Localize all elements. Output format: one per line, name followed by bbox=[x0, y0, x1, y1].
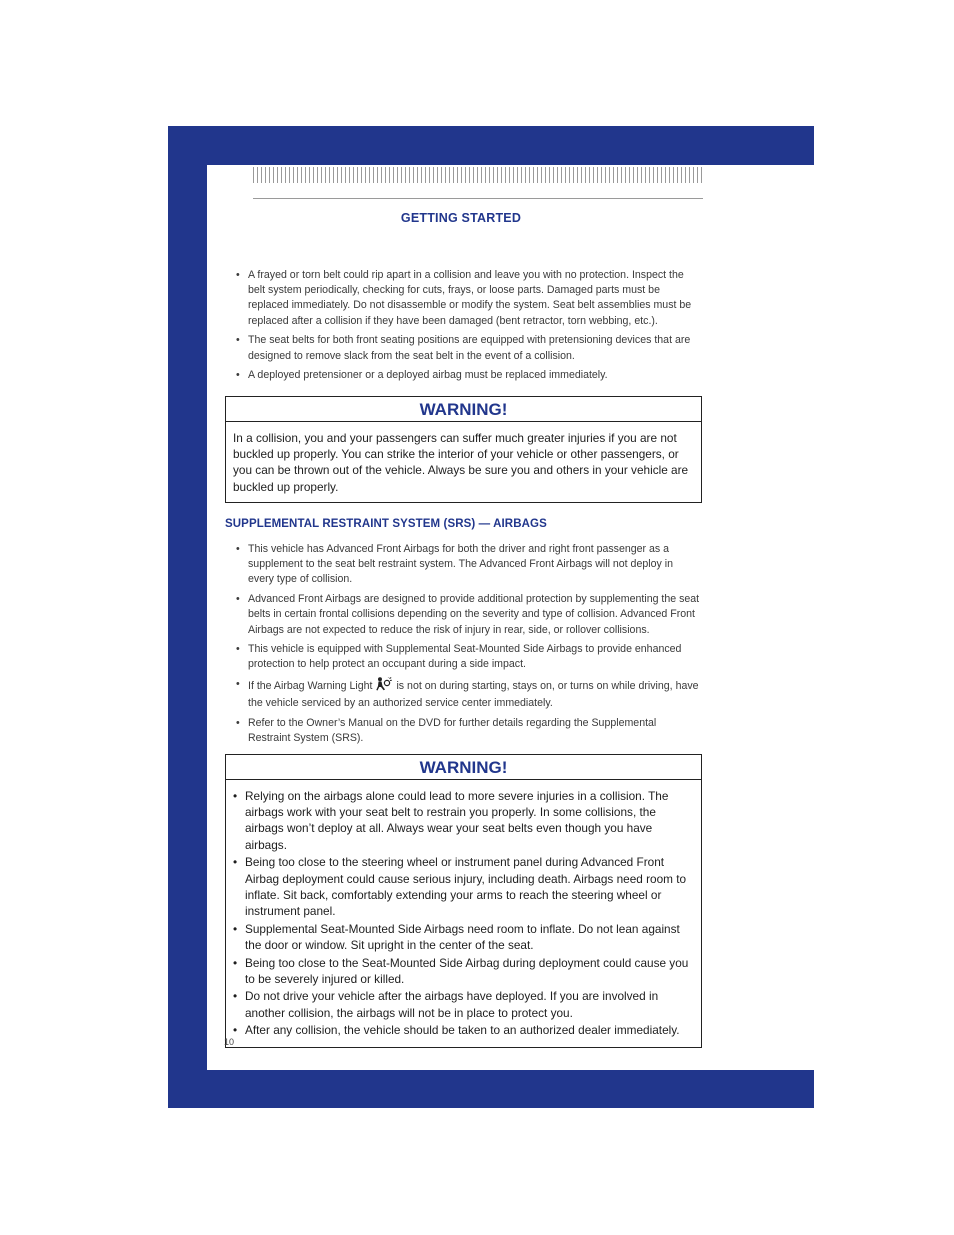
srs-heading: SUPPLEMENTAL RESTRAINT SYSTEM (SRS) — AIRBAGS bbox=[225, 518, 547, 530]
page-frame-left bbox=[168, 126, 207, 1108]
warning-title: WARNING! bbox=[226, 755, 701, 780]
header-rule bbox=[253, 198, 703, 199]
page-number: 10 bbox=[224, 1037, 235, 1047]
page-frame-top bbox=[168, 126, 814, 165]
list-item: • Supplemental Seat-Mounted Side Airbags need room to inflate. Do not lean against the door or window. Sit upright in the center of the seat. bbox=[233, 921, 680, 952]
warning-text: In a collision, you and your passengers can suffer much greater injuries if you are not buckled up properly. You can strike the interior of your vehicle or other passengers, or you can be thrown out of the vehicle. Always be sure you and others in your vehicle are buckled up properly. bbox=[233, 431, 689, 494]
list-item: • Refer to the Owner’s Manual on the DVD for further details regarding the Supplemental Restraint System (SRS). bbox=[236, 717, 657, 745]
list-item: • After any collision, the vehicle should be taken to an authorized dealer immediately. bbox=[233, 1023, 680, 1038]
decorative-tick-bar bbox=[253, 167, 703, 183]
page-frame-bottom bbox=[168, 1070, 814, 1108]
list-item: • Do not drive your vehicle after the airbags have deployed. If you are involved in another collision, the airbags will not be in place to protect you. bbox=[233, 989, 659, 1020]
list-item: • A deployed pretensioner or a deployed airbag must be replaced immediately. bbox=[236, 369, 608, 382]
list-item: • Advanced Front Airbags are designed to provide additional protection by supplementing the seat belts in certain frontal collisions depending on the severity and type of collision. Advanced Front Airbags are not expected to reduce the risk of injury in rear, side, or rollover collisions. bbox=[236, 593, 700, 636]
airbag-warning-icon bbox=[376, 677, 392, 696]
list-item: • A frayed or torn belt could rip apart in a collision and leave you with no protection. Inspect the belt system periodically, checking for cuts, frays, or loose parts. Damaged parts must be replaced immediately. Do not disassemble or modify the system. Seat belt assemblies must be replaced after a collision if they have been damaged (bent retractor, torn webbing, etc.). bbox=[236, 269, 692, 327]
section-title: GETTING STARTED bbox=[400, 211, 522, 225]
list-item: • Being too close to the steering wheel or instrument panel during Advanced Front Airbag deployment could cause serious injury, including death. Airbags need room to inflate. Sit back, comfortably extending your arms to reach the steering wheel or instrument panel. bbox=[233, 855, 687, 918]
srs-list bbox=[236, 542, 700, 751]
list-item: • The seat belts for both front seating positions are equipped with pretensioning devices that are designed to remove slack from the seat belt in the event of a collision. bbox=[236, 334, 691, 362]
list-item: • This vehicle is equipped with Supplemental Seat-Mounted Side Airbags to provide enhanced protection to help protect an occupant during a side impact. bbox=[236, 643, 682, 671]
warning-title: WARNING! bbox=[226, 397, 701, 422]
list-item: • Being too close to the Seat-Mounted Side Airbag during deployment could cause you to be severely injured or killed. bbox=[233, 955, 689, 986]
list-item: • Relying on the airbags alone could lead to more severe injuries in a collision. The airbags work with your seat belt to restrain you properly. In some collisions, the airbags won’t deploy at all. Always wear your seat belts even though you have airbags. bbox=[233, 789, 669, 852]
warning-list bbox=[233, 788, 694, 1039]
list-item: • If the Airbag Warning Light is not on during starting, stays on, or turns on while driving, have the vehicle serviced by an authorized service center immediately. bbox=[236, 678, 699, 710]
seat-belt-list bbox=[236, 268, 700, 388]
warning-box-airbags bbox=[225, 754, 702, 1048]
warning-box-seat-belts bbox=[225, 396, 702, 503]
list-item: • This vehicle has Advanced Front Airbags for both the driver and right front passenger as a supplement to the seat belt restraint system. The Advanced Front Airbags will not deploy in every type of collision. bbox=[236, 543, 673, 586]
warning-body bbox=[226, 780, 701, 1047]
